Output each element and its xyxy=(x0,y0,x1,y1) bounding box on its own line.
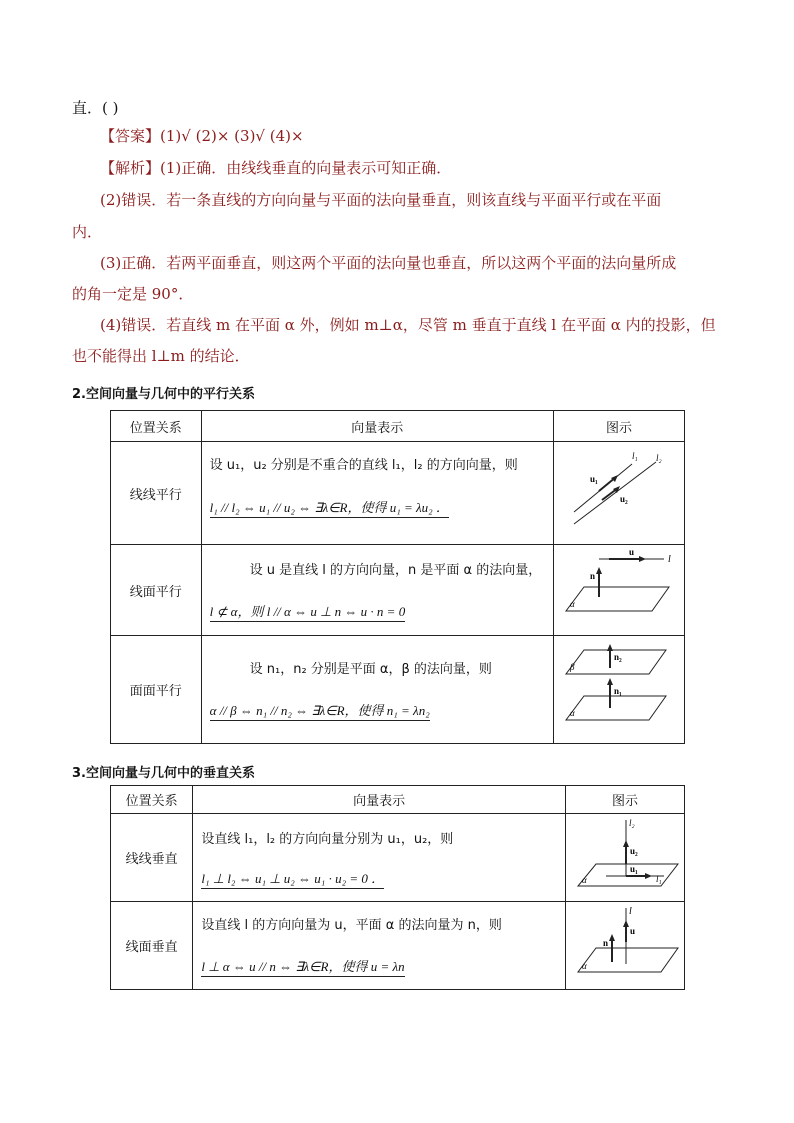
analysis-4b: 也不能得出 l⊥m 的结论． xyxy=(72,347,250,365)
parallel-lines-figure xyxy=(554,442,682,540)
row-name: 线面平行 xyxy=(111,545,202,636)
figure-cell xyxy=(554,636,685,744)
label-l: l xyxy=(629,906,632,917)
label-alpha: α xyxy=(570,599,575,609)
answer-line xyxy=(100,126,304,146)
figure-cell xyxy=(566,814,685,902)
question-tail: 直．( ) xyxy=(72,99,119,117)
answer-text: (1)√ (2)× (3)√ (4)× xyxy=(160,127,304,145)
arrowhead-n2 xyxy=(607,644,613,651)
label-alpha: α xyxy=(570,708,575,718)
vector-cell xyxy=(201,636,553,744)
table-row xyxy=(111,814,685,902)
table-row xyxy=(111,902,685,990)
vector-cell xyxy=(193,902,566,990)
label-l2: l₂ xyxy=(629,818,635,828)
analysis-3a: (3)正确．若两平面垂直，则这两个平面的法向量也垂直，所以这两个平面的法向量所成 xyxy=(100,254,677,272)
row-text: 设直线 l₁，l₂ 的方向向量分别为 u₁，u₂，则 xyxy=(201,832,454,847)
vector-cell xyxy=(193,814,566,902)
row-name: 面面平行 xyxy=(111,636,202,744)
perpendicular-table xyxy=(110,785,685,990)
row-text: 设直线 l 的方向向量为 u，平面 α 的法向量为 n，则 xyxy=(201,918,502,933)
row-formula: l₁ ⊥ l₂ ⇔ u₁ ⊥ u₂ ⇔ u₁ · u₂ = 0 ． xyxy=(201,868,384,889)
answer-label: 【答案】 xyxy=(100,127,161,145)
plane-alpha xyxy=(566,587,669,611)
row-formula: l₁ // l₂ ⇔ u₁ // u₂ ⇔ ∃λ∈R，使得 u₁ = λu₂ ． xyxy=(210,497,449,518)
analysis-3b: 的角一定是 90°． xyxy=(72,285,194,303)
label-beta: β xyxy=(570,662,575,672)
section3-title: 3.空间向量与几何中的垂直关系 xyxy=(72,766,255,781)
label-u: u xyxy=(629,547,635,557)
header-position: 位置关系 xyxy=(111,786,193,814)
label-u: u xyxy=(630,926,636,936)
analysis-2a: (2)错误．若一条直线的方向向量与平面的法向量垂直，则该直线与平面平行或在平面 xyxy=(100,191,662,209)
row-text: 设 u 是直线 l 的方向向量，n 是平面 α 的法向量， xyxy=(249,563,542,578)
vector-cell xyxy=(201,545,553,636)
line-plane-parallel-figure xyxy=(554,545,682,631)
section2-title: 2.空间向量与几何中的平行关系 xyxy=(72,387,255,402)
header-position: 位置关系 xyxy=(111,411,202,442)
figure-cell xyxy=(554,442,685,545)
label-n2: n₂ xyxy=(614,652,622,662)
label-u2: u₂ xyxy=(620,494,628,504)
analysis-label: 【解析】 xyxy=(100,159,161,177)
label-l2: l₂ xyxy=(656,453,662,463)
header-figure: 图示 xyxy=(554,411,685,442)
row-text: 设 n₁，n₂ 分别是平面 α，β 的法向量，则 xyxy=(249,662,492,677)
figure-cell xyxy=(554,545,685,636)
line-line-perp-figure xyxy=(566,814,682,897)
row-name: 线线垂直 xyxy=(111,814,193,902)
label-alpha: α xyxy=(582,961,587,971)
table-row xyxy=(111,636,685,744)
row-formula: α // β ⇔ n₁ // n₂ ⇔ ∃λ∈R，使得 n₁ = λn₂ xyxy=(210,700,430,721)
label-n: n xyxy=(590,571,596,581)
arrowhead-n xyxy=(596,567,602,574)
label-alpha: α xyxy=(582,875,587,885)
table-row xyxy=(111,442,685,545)
parallel-table xyxy=(110,410,685,744)
row-text: 设 u₁，u₂ 分别是不重合的直线 l₁，l₂ 的方向向量，则 xyxy=(209,458,518,473)
label-u1: u₁ xyxy=(590,474,598,484)
arrowhead-u xyxy=(623,920,629,927)
table-header-row xyxy=(111,786,685,814)
line-l2 xyxy=(574,462,656,524)
table-header-row xyxy=(111,411,685,442)
label-l: l xyxy=(668,554,671,565)
analysis-1: (1)正确．由线线垂直的向量表示可知正确． xyxy=(160,159,452,177)
vector-cell xyxy=(201,442,553,545)
line-plane-perp-figure xyxy=(566,902,682,985)
row-name: 线面垂直 xyxy=(111,902,193,990)
analysis-2b: 内． xyxy=(72,223,103,241)
arrowhead-n xyxy=(609,934,615,941)
plane-plane-parallel-figure xyxy=(554,636,682,739)
row-formula: l ⊥ α ⇔ u // n ⇔ ∃λ∈R，使得 u = λn xyxy=(201,956,404,977)
row-name: 线线平行 xyxy=(111,442,202,545)
label-u2: u₂ xyxy=(630,846,638,856)
analysis-4a: (4)错误．若直线 m 在平面 α 外，例如 m⊥α，尽管 m 垂直于直线 l 在平面 α 内的投影，但 xyxy=(100,316,716,334)
table-row xyxy=(111,545,685,636)
label-u1: u₁ xyxy=(630,864,638,874)
analysis-line-1 xyxy=(100,158,451,178)
header-figure: 图示 xyxy=(566,786,685,814)
arrowhead-u1 xyxy=(645,873,652,879)
label-n1: n₁ xyxy=(614,686,622,696)
arrowhead-u2 xyxy=(623,840,629,847)
figure-cell xyxy=(566,902,685,990)
label-l1: l₁ xyxy=(656,874,662,884)
label-l1: l₁ xyxy=(632,451,638,461)
header-vector: 向量表示 xyxy=(193,786,566,814)
arrowhead-n1 xyxy=(607,678,613,685)
plane-alpha xyxy=(578,948,678,972)
arrowhead-u xyxy=(639,556,646,562)
header-vector: 向量表示 xyxy=(201,411,553,442)
row-formula: l ⊄ α，则 l // α ⇔ u ⊥ n ⇔ u · n = 0 xyxy=(210,601,406,622)
label-n: n xyxy=(603,938,609,948)
plane-alpha xyxy=(566,696,666,720)
